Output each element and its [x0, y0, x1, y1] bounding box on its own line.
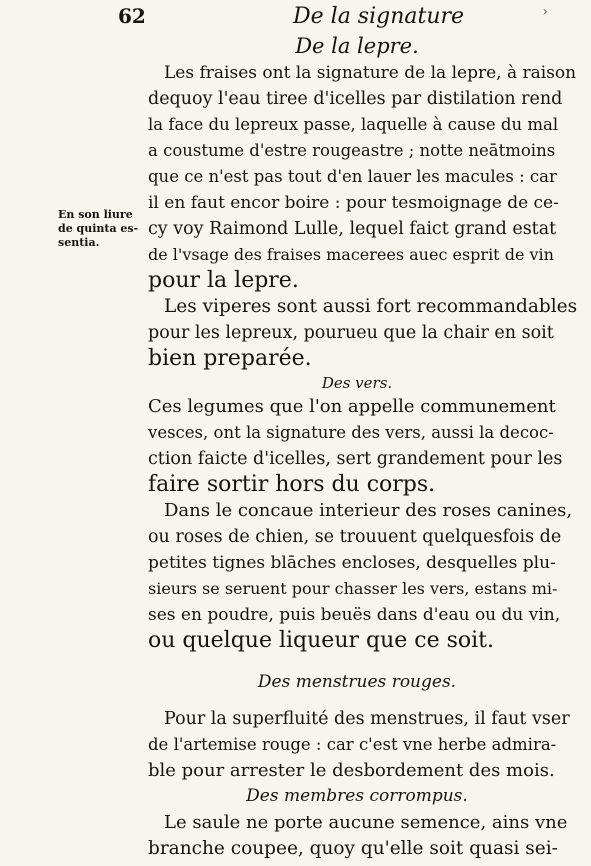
text-line: dequoy l'eau tiree d'icelles par distilation rend — [148, 89, 563, 109]
page-number: 62 — [118, 4, 146, 28]
text-line: Le saule ne porte aucune semence, ains vne — [164, 812, 568, 833]
section-heading-menstrues: Des menstrues rouges. — [257, 672, 457, 692]
text-line: de l'vsage des fraises macerees auec esprit de vin — [148, 245, 554, 264]
text-line: vesces, ont la signature des vers, aussi la decoc- — [148, 423, 554, 442]
text-line: ction faicte d'icelles, sert grandement pour les — [148, 449, 563, 469]
text-line: Dans le concaue interieur des roses canines, — [164, 500, 573, 521]
text-line: a coustume d'estre rougeastre ; notte neātmoins — [148, 141, 556, 160]
text-line: il en faut encor boire : pour tesmoignage de ce- — [148, 193, 559, 213]
section-heading-membres: Des membres corrompus. — [246, 786, 468, 806]
margin-note-line: de quinta es- — [58, 222, 139, 235]
text-line: Ces legumes que l'on appelle communement — [148, 396, 556, 417]
margin-note — [58, 208, 148, 250]
text-line: ses en poudre, puis beuës dans d'eau ou du vin, — [148, 605, 561, 625]
text-line: Les fraises ont la signature de la lepre, à raison — [164, 63, 577, 83]
text-line: ou quelque liqueur que ce soit. — [148, 628, 495, 653]
corner-mark: › — [542, 4, 548, 20]
text-line: branche coupee, quoy qu'elle soit quasi sei- — [148, 838, 558, 859]
text-line: petites tignes blāches encloses, desquelles plu- — [148, 553, 556, 573]
running-head — [118, 4, 558, 32]
text-line: ou roses de chien, se trouuent quelquesfois de — [148, 527, 562, 547]
text-line: ble pour arrester le desbordement des mois. — [148, 760, 555, 781]
text-line: faire sortir hors du corps. — [148, 472, 436, 497]
text-line: sieurs se seruent pour chasser les vers, estans mi- — [148, 579, 558, 598]
text-line: que ce n'est pas tout d'en lauer les macules : car — [148, 167, 557, 186]
text-line: bien preparée. — [148, 346, 312, 371]
margin-note-line: En son liure — [58, 208, 133, 221]
text-line: cy voy Raimond Lulle, lequel faict grand estat — [148, 219, 557, 239]
text-line: Les viperes sont aussi fort recommandables — [164, 296, 578, 317]
text-line: la face du lepreux passe, laquelle à cause du mal — [148, 115, 559, 134]
text-line: pour la lepre. — [148, 268, 299, 293]
section-heading-vers: Des vers. — [321, 374, 393, 392]
text-line: pour les lepreux, pourueu que la chair en soit — [148, 323, 554, 343]
running-title: De la signature — [293, 4, 465, 29]
text-line: de l'artemise rouge : car c'est vne herbe admira- — [148, 735, 557, 754]
text-line: Pour la superfluité des menstrues, il faut vser — [164, 709, 570, 729]
margin-note-line: sentia. — [58, 236, 100, 249]
section-heading-lepre: De la lepre. — [295, 34, 419, 58]
